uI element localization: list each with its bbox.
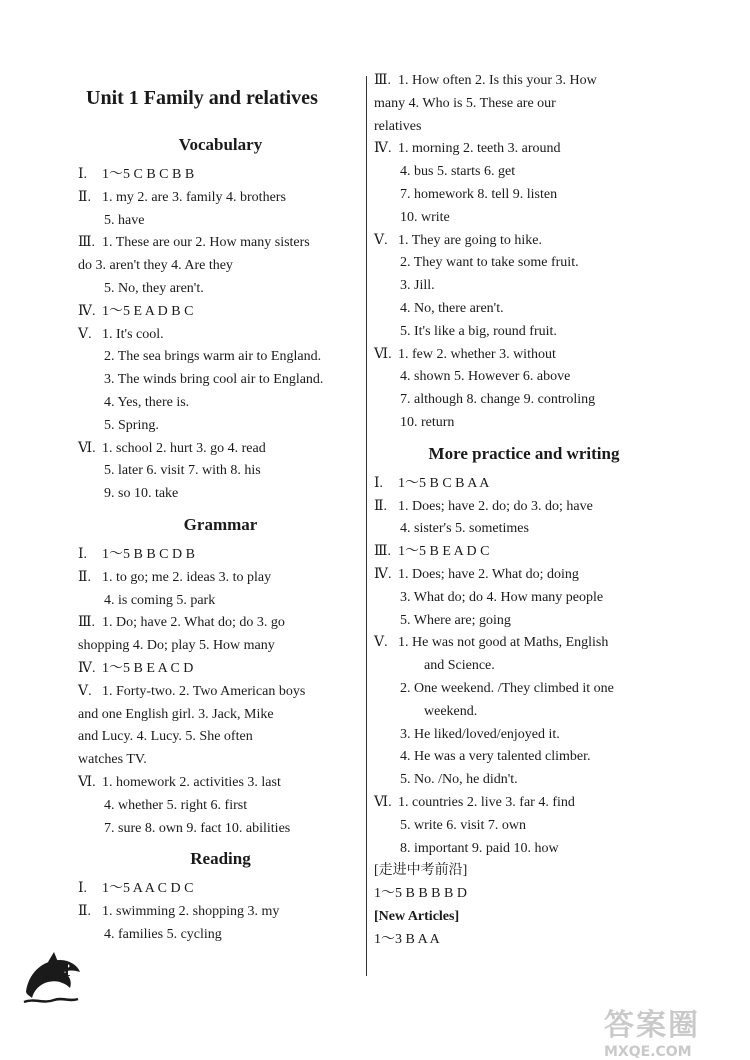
roman-numeral: Ⅵ. bbox=[374, 794, 392, 810]
answer-text: 1～5 B E A C D bbox=[102, 660, 194, 676]
roman-numeral: Ⅴ. bbox=[374, 232, 388, 248]
answer-line: 7. sure 8. own 9. fact 10. abilities bbox=[104, 820, 291, 836]
roman-numeral: Ⅱ. bbox=[78, 569, 92, 585]
answer-line: 10. write bbox=[400, 209, 450, 225]
answer-line: and Science. bbox=[424, 658, 495, 674]
roman-numeral: Ⅰ. bbox=[78, 167, 88, 182]
answer-text: 1. He was not good at Maths, English bbox=[398, 635, 609, 651]
answer-text: 1. countries 2. live 3. far 4. find bbox=[398, 794, 575, 810]
answer-text: 1. few 2. whether 3. without bbox=[398, 346, 556, 362]
answer-text: 1～5 E A D B C bbox=[102, 303, 194, 319]
answer-line: 4. families 5. cycling bbox=[104, 926, 222, 942]
answer-text: 1. swimming 2. shopping 3. my bbox=[102, 904, 280, 920]
answer-text: 1. These are our 2. How many sisters bbox=[102, 235, 310, 251]
answer-text: 1～5 B B C D B bbox=[102, 546, 195, 562]
answer-text: 1. morning 2. teeth 3. around bbox=[398, 141, 561, 157]
roman-numeral: Ⅴ. bbox=[78, 683, 92, 699]
answer-text: 1～5 C B C B B bbox=[102, 167, 195, 182]
roman-numeral: Ⅴ. bbox=[78, 326, 92, 342]
roman-numeral: Ⅱ. bbox=[78, 189, 92, 205]
answer-line: 5. have bbox=[104, 212, 145, 228]
dolphin-icon bbox=[18, 948, 88, 1008]
section-heading: Grammar bbox=[183, 514, 258, 534]
answer-line bbox=[78, 164, 363, 187]
answer-text: 1～5 B E A D C bbox=[398, 544, 490, 560]
answer-line bbox=[374, 632, 674, 655]
roman-numeral: Ⅱ. bbox=[374, 498, 388, 514]
answer-line: 5. later 6. visit 7. with 8. his bbox=[104, 463, 261, 479]
left-column bbox=[78, 70, 363, 947]
answer-text: 1. It's cool. bbox=[102, 326, 164, 342]
answer-line: do 3. aren't they 4. Are they bbox=[78, 258, 233, 274]
watermark-url: MXQE.COM bbox=[604, 1044, 692, 1060]
roman-numeral: Ⅲ. bbox=[374, 73, 392, 88]
answer-line bbox=[374, 792, 674, 815]
roman-numeral: Ⅱ. bbox=[78, 904, 92, 920]
answer-line: watches TV. bbox=[78, 752, 147, 768]
answer-line bbox=[78, 324, 363, 347]
answer-line bbox=[374, 564, 674, 587]
answer-line bbox=[78, 567, 363, 590]
answer-text: 1. How often 2. Is this your 3. How bbox=[398, 73, 597, 88]
answer-line: 7. homework 8. tell 9. listen bbox=[400, 186, 558, 202]
column-divider bbox=[366, 76, 367, 976]
page-number: 1 bbox=[62, 960, 71, 980]
answer-line: and Lucy. 4. Lucy. 5. She often bbox=[78, 729, 253, 745]
roman-numeral: Ⅲ. bbox=[78, 615, 96, 631]
answer-line bbox=[78, 658, 363, 681]
answer-text: 1. Does; have 2. do; do 3. do; have bbox=[398, 498, 593, 514]
section-heading: More practice and writing bbox=[428, 443, 620, 463]
roman-numeral: Ⅰ. bbox=[78, 546, 88, 562]
answer-line: 4. whether 5. right 6. first bbox=[104, 797, 248, 813]
right-column bbox=[374, 70, 674, 951]
roman-numeral: Ⅳ. bbox=[374, 141, 392, 157]
roman-numeral: Ⅰ. bbox=[78, 881, 88, 897]
answer-line bbox=[78, 438, 363, 461]
answer-text: 1. They are going to hike. bbox=[398, 232, 542, 248]
answer-line: 3. He liked/loved/enjoyed it. bbox=[400, 726, 560, 742]
bracket-heading: [New Articles] bbox=[374, 908, 460, 924]
roman-numeral: Ⅳ. bbox=[374, 566, 392, 582]
answer-line: 1～3 B A A bbox=[374, 931, 440, 947]
roman-numeral: Ⅳ. bbox=[78, 303, 96, 319]
answer-line: 4. Yes, there is. bbox=[104, 394, 190, 410]
answer-line bbox=[374, 230, 674, 253]
answer-line: 2. One weekend. /They climbed it one bbox=[400, 680, 614, 696]
roman-numeral: Ⅳ. bbox=[78, 660, 96, 676]
answer-line: 5. No. /No, he didn't. bbox=[400, 772, 518, 788]
answer-line: weekend. bbox=[424, 703, 478, 719]
answer-line: 4. sister's 5. sometimes bbox=[400, 521, 529, 537]
answer-text: 1. homework 2. activities 3. last bbox=[102, 774, 281, 790]
answer-line: relatives bbox=[374, 118, 422, 134]
answer-line: 3. What do; do 4. How many people bbox=[400, 589, 604, 605]
roman-numeral: Ⅵ. bbox=[78, 774, 96, 790]
answer-line: 5. Where are; going bbox=[400, 612, 511, 628]
answer-line: 5. It's like a big, round fruit. bbox=[400, 323, 557, 339]
answer-line: 5. write 6. visit 7. own bbox=[400, 817, 526, 833]
answer-line: 4. bus 5. starts 6. get bbox=[400, 164, 516, 180]
answer-text: 1. Does; have 2. What do; doing bbox=[398, 566, 579, 582]
answer-line bbox=[78, 187, 363, 210]
answer-line: 3. The winds bring cool air to England. bbox=[104, 372, 324, 388]
answer-line: 1～5 B B B B D bbox=[374, 886, 467, 902]
answer-line: 4. shown 5. However 6. above bbox=[400, 369, 571, 385]
answer-text: 1～5 B C B A A bbox=[398, 475, 490, 491]
answer-line bbox=[78, 612, 363, 635]
answer-line: 7. although 8. change 9. controling bbox=[400, 392, 596, 408]
roman-numeral: Ⅲ. bbox=[374, 544, 392, 560]
answer-line: 5. Spring. bbox=[104, 417, 159, 433]
section-heading: Reading bbox=[190, 849, 251, 869]
answer-line: 2. They want to take some fruit. bbox=[400, 255, 579, 271]
answer-line: many 4. Who is 5. These are our bbox=[374, 95, 556, 111]
answer-line: 10. return bbox=[400, 414, 455, 430]
roman-numeral: Ⅵ. bbox=[78, 440, 96, 456]
roman-numeral: Ⅰ. bbox=[374, 475, 384, 491]
answer-line bbox=[78, 544, 363, 567]
section-heading: Vocabulary bbox=[178, 135, 263, 154]
answer-line: 2. The sea brings warm air to England. bbox=[104, 349, 322, 365]
answer-line: 4. No, there aren't. bbox=[400, 300, 504, 316]
answer-line bbox=[374, 138, 674, 161]
answer-line bbox=[374, 541, 674, 564]
answer-line bbox=[374, 70, 674, 93]
answer-line bbox=[78, 301, 363, 324]
answer-line bbox=[374, 344, 674, 367]
watermark bbox=[604, 1000, 744, 1060]
answer-text: 1～5 A A C D C bbox=[102, 881, 194, 897]
answer-line bbox=[78, 772, 363, 795]
answer-line bbox=[78, 901, 363, 924]
roman-numeral: Ⅴ. bbox=[374, 635, 388, 651]
roman-numeral: Ⅵ. bbox=[374, 346, 392, 362]
answer-line: 8. important 9. paid 10. how bbox=[400, 840, 559, 856]
answer-line bbox=[78, 232, 363, 255]
answer-line: 5. No, they aren't. bbox=[104, 280, 204, 296]
answer-line bbox=[374, 473, 674, 496]
answer-line: 4. is coming 5. park bbox=[104, 592, 216, 608]
answer-text: 1. school 2. hurt 3. go 4. read bbox=[102, 440, 266, 456]
unit-title: Unit 1 Family and relatives bbox=[86, 87, 318, 109]
answer-text: 1. to go; me 2. ideas 3. to play bbox=[102, 569, 272, 585]
watermark-logo: 答案圈 bbox=[604, 1008, 700, 1043]
answer-text: 1. my 2. are 3. family 4. brothers bbox=[102, 189, 286, 205]
answer-line: and one English girl. 3. Jack, Mike bbox=[78, 706, 274, 722]
answer-line: 9. so 10. take bbox=[104, 486, 179, 502]
answer-line bbox=[78, 878, 363, 901]
answer-line bbox=[374, 496, 674, 519]
answer-text: 1. Forty-two. 2. Two American boys bbox=[102, 683, 306, 699]
bracket-heading: [走进中考前沿] bbox=[374, 863, 468, 879]
answer-line: 4. He was a very talented climber. bbox=[400, 749, 591, 765]
answer-line bbox=[78, 681, 363, 704]
answer-line: shopping 4. Do; play 5. How many bbox=[78, 638, 275, 654]
roman-numeral: Ⅲ. bbox=[78, 235, 96, 251]
answer-line: 3. Jill. bbox=[400, 278, 435, 294]
answer-text: 1. Do; have 2. What do; do 3. go bbox=[102, 615, 285, 631]
